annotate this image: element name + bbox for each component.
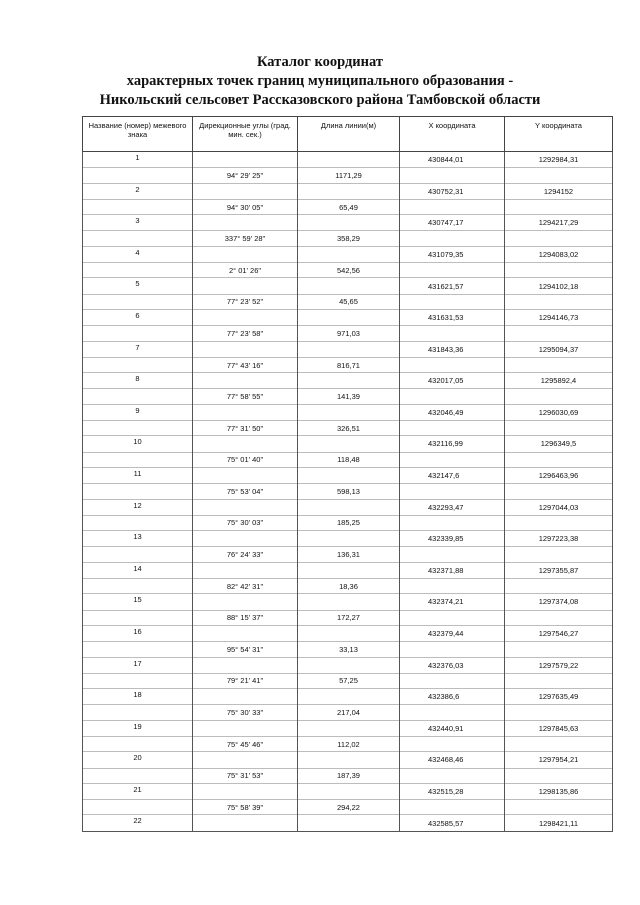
empty-cell: [193, 499, 298, 515]
y-coordinate: 1296030,69: [505, 404, 613, 420]
point-row: [83, 436, 613, 452]
empty-cell: [505, 168, 613, 183]
x-coordinate: 432468,46: [400, 752, 505, 768]
segment-row: [83, 579, 613, 594]
line-length: 187,39: [298, 768, 400, 783]
y-coordinate: 1298135,86: [505, 783, 613, 799]
y-coordinate: 1298421,11: [505, 815, 613, 831]
line-length: 57,25: [298, 673, 400, 688]
header-point-name: Название (номер) межевого знака: [83, 117, 193, 152]
empty-cell: [298, 373, 400, 389]
point-row: [83, 720, 613, 736]
segment-row: [83, 294, 613, 309]
point-number: 8: [83, 373, 193, 389]
direction-angle: 75° 45' 46": [193, 736, 298, 751]
x-coordinate: 432339,85: [400, 531, 505, 547]
empty-cell: [298, 562, 400, 578]
empty-cell: [400, 231, 505, 246]
direction-angle: 76° 24' 33": [193, 547, 298, 562]
empty-cell: [193, 404, 298, 420]
empty-cell: [193, 467, 298, 483]
point-row: [83, 215, 613, 231]
line-length: 326,51: [298, 421, 400, 436]
line-length: 971,03: [298, 326, 400, 341]
segment-row: [83, 168, 613, 183]
empty-cell: [505, 294, 613, 309]
point-row: [83, 373, 613, 389]
empty-cell: [505, 326, 613, 341]
table-header: [83, 117, 613, 152]
empty-cell: [298, 720, 400, 736]
empty-cell: [193, 341, 298, 357]
point-row: [83, 562, 613, 578]
empty-cell: [83, 199, 193, 214]
empty-cell: [400, 547, 505, 562]
empty-cell: [193, 373, 298, 389]
y-coordinate: 1297954,21: [505, 752, 613, 768]
y-coordinate: 1294146,73: [505, 309, 613, 325]
line-length: 65,49: [298, 199, 400, 214]
point-number: 3: [83, 215, 193, 231]
direction-angle: 82° 42' 31": [193, 579, 298, 594]
empty-cell: [83, 452, 193, 467]
empty-cell: [298, 594, 400, 610]
point-row: [83, 152, 613, 168]
segment-row: [83, 199, 613, 214]
line-length: 358,29: [298, 231, 400, 246]
line-length: 112,02: [298, 736, 400, 751]
y-coordinate: 1296463,96: [505, 467, 613, 483]
segment-row: [83, 642, 613, 657]
point-number: 17: [83, 657, 193, 673]
direction-angle: 77° 23' 52": [193, 294, 298, 309]
empty-cell: [83, 421, 193, 436]
point-number: 4: [83, 246, 193, 262]
header-row: [83, 117, 613, 152]
empty-cell: [193, 531, 298, 547]
empty-cell: [400, 326, 505, 341]
empty-cell: [298, 436, 400, 452]
empty-cell: [400, 642, 505, 657]
empty-cell: [298, 246, 400, 262]
empty-cell: [298, 499, 400, 515]
empty-cell: [298, 215, 400, 231]
empty-cell: [505, 642, 613, 657]
line-length: 185,25: [298, 515, 400, 530]
y-coordinate: 1297355,87: [505, 562, 613, 578]
empty-cell: [298, 657, 400, 673]
empty-cell: [505, 705, 613, 720]
segment-row: [83, 357, 613, 372]
document-title: [0, 53, 640, 110]
empty-cell: [193, 720, 298, 736]
point-number: 16: [83, 625, 193, 641]
y-coordinate: 1296349,5: [505, 436, 613, 452]
empty-cell: [298, 752, 400, 768]
empty-cell: [83, 642, 193, 657]
empty-cell: [193, 594, 298, 610]
y-coordinate: 1294217,29: [505, 215, 613, 231]
point-number: 1: [83, 152, 193, 168]
empty-cell: [298, 689, 400, 705]
y-coordinate: 1297579,22: [505, 657, 613, 673]
segment-row: [83, 326, 613, 341]
empty-cell: [193, 689, 298, 705]
x-coordinate: 432515,28: [400, 783, 505, 799]
empty-cell: [505, 736, 613, 751]
point-number: 6: [83, 309, 193, 325]
empty-cell: [193, 436, 298, 452]
segment-row: [83, 768, 613, 783]
empty-cell: [505, 800, 613, 815]
point-row: [83, 531, 613, 547]
title-line-1: Каталог координат: [256, 54, 384, 70]
empty-cell: [193, 278, 298, 294]
empty-cell: [83, 168, 193, 183]
empty-cell: [400, 515, 505, 530]
x-coordinate: 430844,01: [400, 152, 505, 168]
segment-row: [83, 610, 613, 625]
table-body: [83, 152, 613, 832]
empty-cell: [193, 152, 298, 168]
x-coordinate: 432116,99: [400, 436, 505, 452]
direction-angle: 75° 53' 04": [193, 484, 298, 499]
empty-cell: [83, 768, 193, 783]
empty-cell: [505, 357, 613, 372]
empty-cell: [400, 168, 505, 183]
empty-cell: [505, 199, 613, 214]
point-number: 22: [83, 815, 193, 831]
empty-cell: [400, 768, 505, 783]
empty-cell: [83, 326, 193, 341]
empty-cell: [83, 736, 193, 751]
direction-angle: 2° 01' 26": [193, 263, 298, 278]
direction-angle: 95° 54' 31": [193, 642, 298, 657]
empty-cell: [83, 294, 193, 309]
segment-row: [83, 452, 613, 467]
empty-cell: [298, 783, 400, 799]
empty-cell: [505, 389, 613, 404]
empty-cell: [400, 610, 505, 625]
empty-cell: [505, 452, 613, 467]
segment-row: [83, 484, 613, 499]
line-length: 33,13: [298, 642, 400, 657]
empty-cell: [298, 531, 400, 547]
empty-cell: [505, 768, 613, 783]
line-length: 172,27: [298, 610, 400, 625]
point-row: [83, 815, 613, 831]
empty-cell: [298, 404, 400, 420]
point-row: [83, 657, 613, 673]
empty-cell: [83, 705, 193, 720]
segment-row: [83, 673, 613, 688]
segment-row: [83, 263, 613, 278]
empty-cell: [298, 309, 400, 325]
x-coordinate: 432046,49: [400, 404, 505, 420]
direction-angle: 88° 15' 37": [193, 610, 298, 625]
line-length: 294,22: [298, 800, 400, 815]
direction-angle: 75° 58' 39": [193, 800, 298, 815]
empty-cell: [193, 309, 298, 325]
empty-cell: [505, 231, 613, 246]
coordinates-table: [82, 116, 613, 832]
point-row: [83, 689, 613, 705]
point-number: 12: [83, 499, 193, 515]
empty-cell: [298, 341, 400, 357]
x-coordinate: 431079,35: [400, 246, 505, 262]
line-length: 45,65: [298, 294, 400, 309]
x-coordinate: 432585,57: [400, 815, 505, 831]
x-coordinate: 432379,44: [400, 625, 505, 641]
line-length: 1171,29: [298, 168, 400, 183]
x-coordinate: 432386,6: [400, 689, 505, 705]
empty-cell: [193, 783, 298, 799]
y-coordinate: 1297845,63: [505, 720, 613, 736]
x-coordinate: 431631,53: [400, 309, 505, 325]
x-coordinate: 432440,91: [400, 720, 505, 736]
header-line-length: Длина линии(м): [298, 117, 400, 152]
line-length: 136,31: [298, 547, 400, 562]
title-line-3: Никольский сельсовет Рассказовского района Тамбовской области: [99, 92, 541, 108]
y-coordinate: 1295892,4: [505, 373, 613, 389]
y-coordinate: 1292984,31: [505, 152, 613, 168]
empty-cell: [400, 263, 505, 278]
empty-cell: [83, 484, 193, 499]
x-coordinate: 432376,03: [400, 657, 505, 673]
empty-cell: [505, 579, 613, 594]
empty-cell: [505, 673, 613, 688]
point-number: 10: [83, 436, 193, 452]
empty-cell: [83, 800, 193, 815]
header-x-coordinate: X координата: [400, 117, 505, 152]
empty-cell: [400, 389, 505, 404]
point-number: 5: [83, 278, 193, 294]
point-row: [83, 783, 613, 799]
y-coordinate: 1297044,03: [505, 499, 613, 515]
empty-cell: [83, 357, 193, 372]
empty-cell: [83, 515, 193, 530]
direction-angle: 79° 21' 41": [193, 673, 298, 688]
y-coordinate: 1294083,02: [505, 246, 613, 262]
y-coordinate: 1297635,49: [505, 689, 613, 705]
empty-cell: [400, 199, 505, 214]
title-line-2: характерных точек границ муниципального образования -: [126, 73, 514, 89]
empty-cell: [193, 752, 298, 768]
segment-row: [83, 705, 613, 720]
point-row: [83, 594, 613, 610]
segment-row: [83, 800, 613, 815]
empty-cell: [298, 625, 400, 641]
point-row: [83, 499, 613, 515]
segment-row: [83, 389, 613, 404]
empty-cell: [298, 815, 400, 831]
point-number: 14: [83, 562, 193, 578]
empty-cell: [83, 231, 193, 246]
header-y-coordinate: Y координата: [505, 117, 613, 152]
point-row: [83, 404, 613, 420]
point-row: [83, 752, 613, 768]
empty-cell: [193, 815, 298, 831]
direction-angle: 75° 30' 33": [193, 705, 298, 720]
line-length: 18,36: [298, 579, 400, 594]
point-number: 2: [83, 183, 193, 199]
empty-cell: [83, 547, 193, 562]
point-number: 9: [83, 404, 193, 420]
x-coordinate: 432017,05: [400, 373, 505, 389]
direction-angle: 77° 31' 50": [193, 421, 298, 436]
line-length: 118,48: [298, 452, 400, 467]
empty-cell: [400, 673, 505, 688]
empty-cell: [400, 484, 505, 499]
y-coordinate: 1297374,08: [505, 594, 613, 610]
segment-row: [83, 736, 613, 751]
point-number: 18: [83, 689, 193, 705]
x-coordinate: 432374,21: [400, 594, 505, 610]
empty-cell: [298, 152, 400, 168]
x-coordinate: 430752,31: [400, 183, 505, 199]
empty-cell: [505, 515, 613, 530]
empty-cell: [193, 246, 298, 262]
point-row: [83, 278, 613, 294]
empty-cell: [193, 562, 298, 578]
direction-angle: 337° 59' 28": [193, 231, 298, 246]
x-coordinate: 431843,36: [400, 341, 505, 357]
empty-cell: [505, 421, 613, 436]
empty-cell: [83, 610, 193, 625]
segment-row: [83, 515, 613, 530]
direction-angle: 77° 43' 16": [193, 357, 298, 372]
empty-cell: [400, 452, 505, 467]
direction-angle: 75° 31' 53": [193, 768, 298, 783]
empty-cell: [400, 579, 505, 594]
direction-angle: 94° 29' 25": [193, 168, 298, 183]
empty-cell: [298, 278, 400, 294]
point-number: 7: [83, 341, 193, 357]
point-row: [83, 341, 613, 357]
header-direction-angle: Дирекционные углы (град. мин. сек.): [193, 117, 298, 152]
empty-cell: [298, 467, 400, 483]
direction-angle: 77° 23' 58": [193, 326, 298, 341]
line-length: 598,13: [298, 484, 400, 499]
point-number: 15: [83, 594, 193, 610]
empty-cell: [505, 484, 613, 499]
point-row: [83, 309, 613, 325]
empty-cell: [193, 625, 298, 641]
empty-cell: [400, 357, 505, 372]
direction-angle: 75° 30' 03": [193, 515, 298, 530]
line-length: 542,56: [298, 263, 400, 278]
direction-angle: 77° 58' 55": [193, 389, 298, 404]
x-coordinate: 430747,17: [400, 215, 505, 231]
empty-cell: [505, 610, 613, 625]
x-coordinate: 432147,6: [400, 467, 505, 483]
point-number: 13: [83, 531, 193, 547]
empty-cell: [83, 673, 193, 688]
empty-cell: [193, 657, 298, 673]
line-length: 816,71: [298, 357, 400, 372]
direction-angle: 75° 01' 40": [193, 452, 298, 467]
empty-cell: [400, 294, 505, 309]
point-number: 21: [83, 783, 193, 799]
segment-row: [83, 547, 613, 562]
line-length: 141,39: [298, 389, 400, 404]
x-coordinate: 432371,88: [400, 562, 505, 578]
empty-cell: [193, 183, 298, 199]
empty-cell: [83, 389, 193, 404]
y-coordinate: 1294152: [505, 183, 613, 199]
empty-cell: [83, 579, 193, 594]
y-coordinate: 1295094,37: [505, 341, 613, 357]
y-coordinate: 1297223,38: [505, 531, 613, 547]
segment-row: [83, 421, 613, 436]
point-row: [83, 183, 613, 199]
line-length: 217,04: [298, 705, 400, 720]
empty-cell: [400, 736, 505, 751]
x-coordinate: 431621,57: [400, 278, 505, 294]
y-coordinate: 1294102,18: [505, 278, 613, 294]
empty-cell: [193, 215, 298, 231]
direction-angle: 94° 30' 05": [193, 199, 298, 214]
point-row: [83, 467, 613, 483]
x-coordinate: 432293,47: [400, 499, 505, 515]
point-number: 11: [83, 467, 193, 483]
point-number: 19: [83, 720, 193, 736]
empty-cell: [400, 705, 505, 720]
y-coordinate: 1297546,27: [505, 625, 613, 641]
empty-cell: [400, 421, 505, 436]
empty-cell: [298, 183, 400, 199]
empty-cell: [505, 547, 613, 562]
segment-row: [83, 231, 613, 246]
empty-cell: [83, 263, 193, 278]
point-number: 20: [83, 752, 193, 768]
point-row: [83, 625, 613, 641]
point-row: [83, 246, 613, 262]
empty-cell: [400, 800, 505, 815]
empty-cell: [505, 263, 613, 278]
